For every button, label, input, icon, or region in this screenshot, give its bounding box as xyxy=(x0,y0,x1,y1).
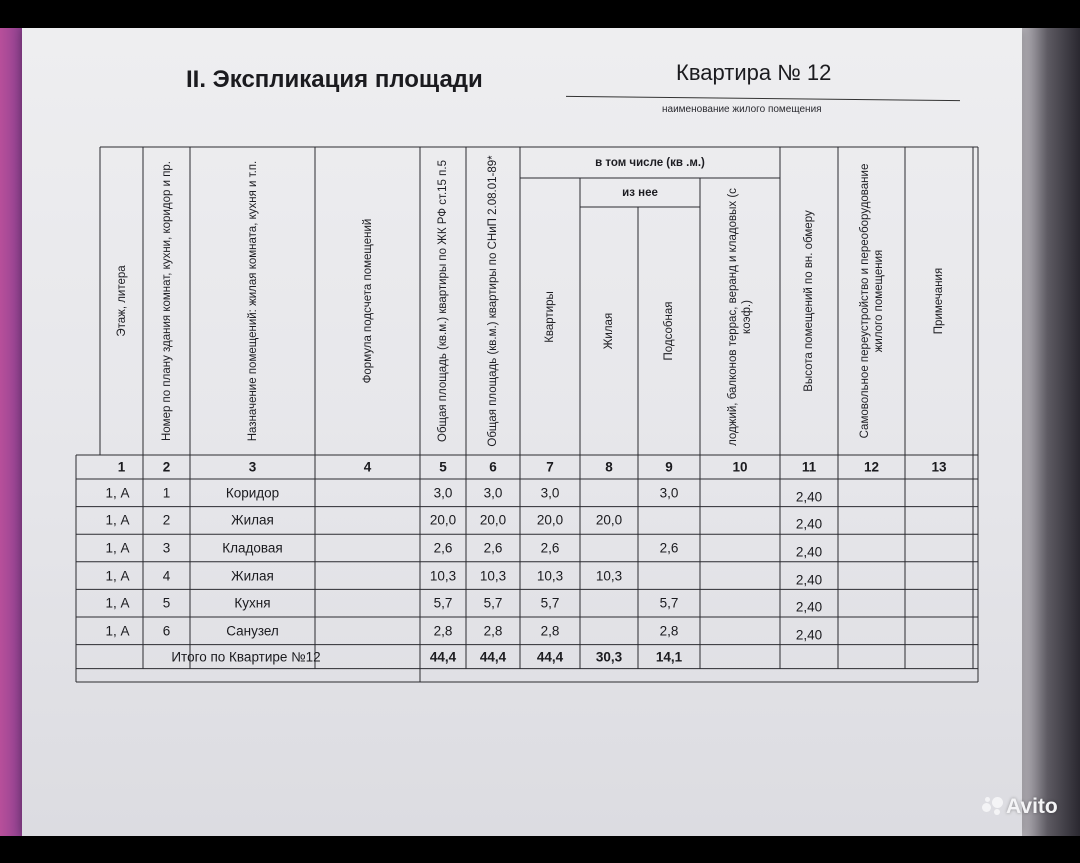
table-cell: 2,40 xyxy=(795,627,823,643)
table-cell: 2,8 xyxy=(659,623,679,639)
table-cell: 1, А xyxy=(105,568,130,584)
avito-watermark xyxy=(982,795,1058,819)
column-number-10: 10 xyxy=(732,459,748,475)
apartment-caption: наименование жилого помещения xyxy=(662,104,822,115)
table-cell: Жилая xyxy=(231,568,274,584)
table-cell: 3,0 xyxy=(433,485,453,501)
table-cell: 3,0 xyxy=(659,485,679,501)
table-cell: 20,0 xyxy=(479,512,507,528)
column-number-9: 9 xyxy=(665,459,673,475)
column-header-12: Самовольное переустройство и переоборудование жилого помещения xyxy=(858,163,885,439)
table-cell: 5,7 xyxy=(433,595,453,611)
column-header-10: лоджий, балконов террас, веранд и кладовых (с коэф.) xyxy=(727,187,753,446)
column-header-6: Общая площадь (кв.м.) квартиры по СНиП 2.08.01-89* xyxy=(487,155,499,447)
table-cell: 5,7 xyxy=(659,595,679,611)
table-cell: 2,40 xyxy=(795,599,823,615)
column-header-2: Номер по плану здания комнат, кухни, коридор и пр. xyxy=(160,160,173,442)
column-header-13: Примечания xyxy=(933,267,945,335)
column-header-4: Формула подсчета помещений xyxy=(361,218,374,384)
table-cell: 3 xyxy=(162,540,171,556)
column-header-9: Подсобная xyxy=(663,301,675,361)
table-cell: 2,40 xyxy=(795,489,823,505)
table-cell: 2,6 xyxy=(483,540,503,556)
column-number-2: 2 xyxy=(162,459,171,475)
table-cell: 2,40 xyxy=(795,572,823,588)
total-value: 14,1 xyxy=(655,649,683,665)
total-value: 44,4 xyxy=(536,649,564,665)
table-cell: 5,7 xyxy=(540,595,560,611)
table-cell: Санузел xyxy=(226,623,279,639)
column-header-8: Жилая xyxy=(603,312,615,350)
table-cell: 2,8 xyxy=(433,623,453,639)
column-header-5: Общая площадь (кв.м.) квартиры по ЖК РФ ст.15 п.5 xyxy=(437,160,449,442)
column-number-11: 11 xyxy=(801,459,817,475)
table-cell: 2,6 xyxy=(540,540,560,556)
table-cell: 3,0 xyxy=(483,485,503,501)
table-cell: 10,3 xyxy=(479,568,507,584)
column-number-8: 8 xyxy=(605,459,613,475)
column-number-12: 12 xyxy=(863,459,880,475)
table-cell: 2 xyxy=(162,512,171,528)
document-title: II. Экспликация площади xyxy=(186,66,483,93)
total-value: 44,4 xyxy=(429,649,457,665)
column-number-7: 7 xyxy=(546,459,554,475)
total-label: Итого по Квартире №12 xyxy=(171,649,321,665)
table-cell: 2,8 xyxy=(540,623,560,639)
column-header-3: Назначение помещений: жилая комната, кухня и т.п. xyxy=(246,160,259,442)
column-header-7: Квартиры xyxy=(544,290,556,343)
table-cell: 10,3 xyxy=(536,568,564,584)
table-cell: 10,3 xyxy=(595,568,623,584)
total-value: 44,4 xyxy=(479,649,507,665)
table-cell: 20,0 xyxy=(536,512,564,528)
table-cell: 3,0 xyxy=(540,485,560,501)
table-cell: 5,7 xyxy=(483,595,503,611)
total-value: 30,3 xyxy=(595,649,623,665)
column-number-13: 13 xyxy=(931,459,947,475)
column-number-1: 1 xyxy=(117,459,126,475)
column-number-3: 3 xyxy=(248,459,257,475)
column-header-11: Высота помещений по вн. обмеру xyxy=(803,210,815,392)
table-cell: 10,3 xyxy=(429,568,457,584)
table-cell: Кладовая xyxy=(222,540,283,556)
table-cell: 2,6 xyxy=(659,540,679,556)
table-cell: 5 xyxy=(162,595,171,611)
apartment-name: Квартира № 12 xyxy=(676,60,832,85)
table-cell: 1, А xyxy=(105,623,130,639)
table-cell: 6 xyxy=(162,623,171,639)
table-cell: 1, А xyxy=(105,485,130,501)
subgroup-header: из нее xyxy=(622,186,658,199)
table-cell: 1, А xyxy=(105,595,130,611)
table-cell: 2,6 xyxy=(433,540,453,556)
column-number-5: 5 xyxy=(439,459,447,475)
table-cell: Коридор xyxy=(225,485,280,501)
table-cell: 20,0 xyxy=(595,512,623,528)
column-header-1: Этаж, литера xyxy=(115,265,128,337)
table-cell: 1, А xyxy=(105,540,130,556)
table-cell: 1, А xyxy=(105,512,130,528)
table-cell: 20,0 xyxy=(429,512,457,528)
table-cell: Жилая xyxy=(231,512,274,528)
table-cell: 1 xyxy=(162,485,171,501)
table-cell: 4 xyxy=(162,568,171,584)
avito-text: Avito xyxy=(1006,795,1058,818)
column-number-6: 6 xyxy=(489,459,497,475)
table-cell: 2,8 xyxy=(483,623,503,639)
column-number-4: 4 xyxy=(363,459,372,475)
avito-logo-icon xyxy=(982,797,1004,815)
table-cell: Кухня xyxy=(234,595,271,611)
group-header: в том числе (кв .м.) xyxy=(595,156,705,169)
table-cell: 2,40 xyxy=(795,516,823,532)
table-cell: 2,40 xyxy=(795,544,823,560)
